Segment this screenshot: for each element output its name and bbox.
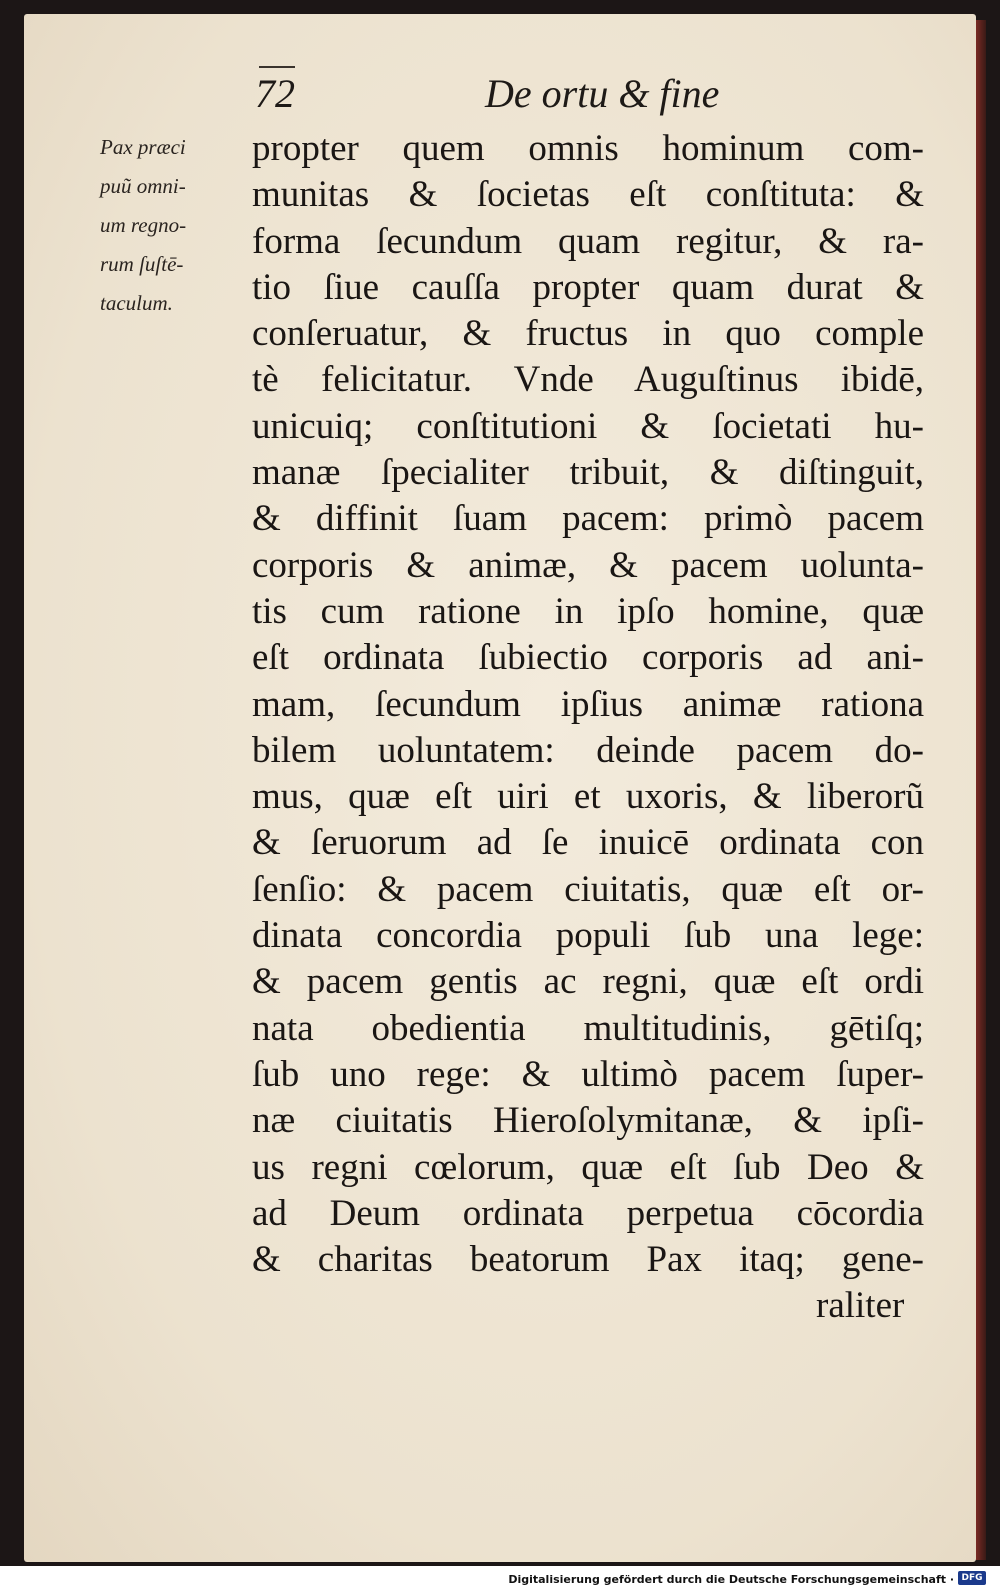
text-line: tè felicitatur. Vnde Auguſtinus ibidē, — [252, 359, 924, 401]
text-line: munitas & ſocietas eſt conſtituta: & — [252, 174, 924, 216]
text-line: tio ſiue cauſſa propter quam durat & — [252, 266, 924, 308]
marginal-note-line: puũ omni- — [100, 174, 186, 198]
text-line: dinata concordia populi ſub una lege: — [252, 915, 924, 957]
text-line: nata obedientia multitudinis, gētiſq; — [252, 1007, 924, 1049]
digitization-footer — [0, 1566, 1000, 1592]
dfg-logo: DFG — [958, 1571, 986, 1585]
text-line: ſenſio: & pacem ciuitatis, quæ eſt or- — [252, 868, 924, 910]
text-line: manæ ſpecialiter tribuit, & diſtinguit, — [252, 452, 924, 494]
book-edge — [976, 20, 986, 1560]
text-line: unicuiq; conſtitutioni & ſocietati hu- — [252, 405, 924, 447]
running-title: De ortu & fine — [485, 71, 720, 116]
text-line: ad Deum ordinata perpetua cōcordia — [252, 1192, 924, 1234]
text-line: & pacem gentis ac regni, quæ eſt ordi — [252, 961, 924, 1003]
funding-credit: Digitalisierung gefördert durch die Deutsche Forschungsgemeinschaft · — [508, 1573, 954, 1586]
text-line: bilem uoluntatem: deinde pacem do- — [252, 729, 924, 771]
text-line: mus, quæ eſt uiri et uxoris, & liberorũ — [252, 776, 924, 818]
marginal-note-line: taculum. — [100, 291, 173, 315]
text-line: & ſeruorum ad ſe inuicē ordinata con — [252, 822, 924, 864]
marginal-note — [100, 128, 250, 323]
text-line: us regni cœlorum, quæ eſt ſub Deo & — [252, 1146, 924, 1188]
marginal-note-line: Pax præci — [100, 135, 186, 159]
text-line: conſeruatur, & fructus in quo comple — [252, 313, 924, 355]
text-line: næ ciuitatis Hieroſolymitanæ, & ipſi- — [252, 1100, 924, 1142]
catchword: raliter — [816, 1285, 905, 1326]
text-line: forma ſecundum quam regitur, & ra- — [252, 220, 924, 262]
marginal-note-line: um regno- — [100, 213, 187, 237]
text-line: tis cum ratione in ipſo homine, quæ — [252, 590, 924, 632]
text-line: eſt ordinata ſubiectio corporis ad ani- — [252, 637, 924, 679]
marginal-note-line: rum ſuſtē- — [100, 252, 184, 276]
text-line: propter quem omnis hominum com- — [252, 128, 924, 169]
page-number: 72 — [255, 71, 295, 116]
head-rule — [259, 66, 295, 68]
running-head — [255, 64, 775, 124]
text-line: ſub uno rege: & ultimò pacem ſuper- — [252, 1053, 924, 1095]
text-line: corporis & animæ, & pacem uolunta- — [252, 544, 924, 586]
body-text — [252, 126, 924, 1283]
text-line: mam, ſecundum ipſius animæ rationa — [252, 683, 924, 725]
text-line: & diffinit ſuam pacem: primò pacem — [252, 498, 924, 540]
text-line: & charitas beatorum Pax itaq; gene- — [252, 1239, 924, 1281]
